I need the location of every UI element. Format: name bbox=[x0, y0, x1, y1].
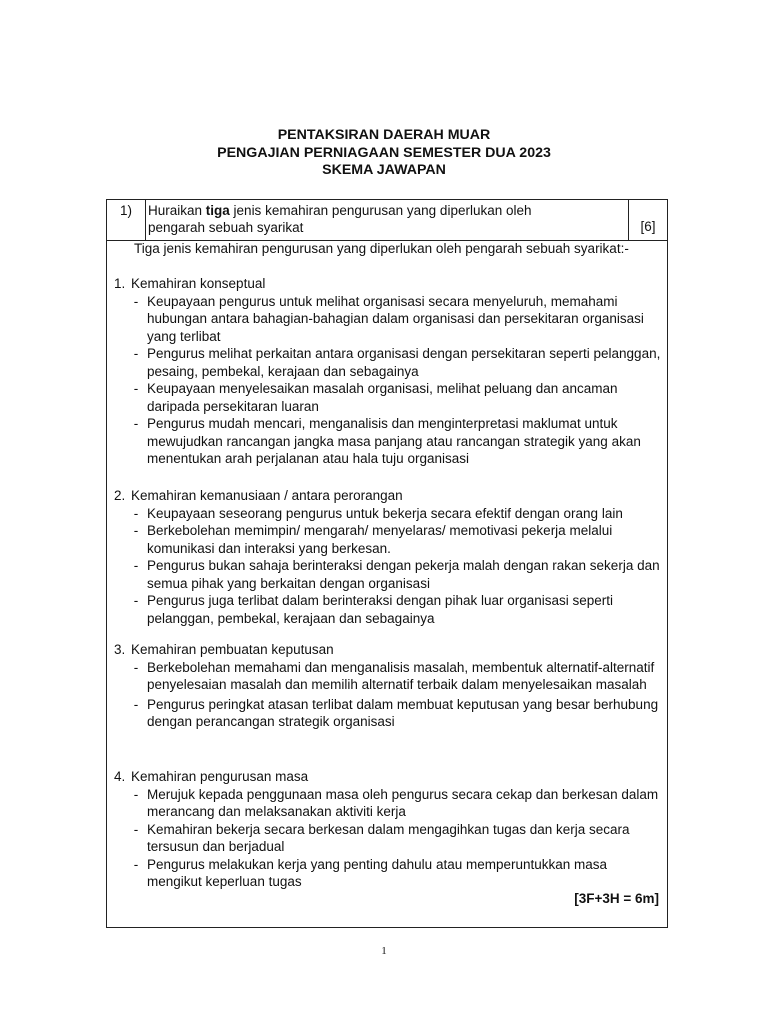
header-line-3: SKEMA JAWAPAN bbox=[322, 162, 446, 179]
section-number: 1. bbox=[114, 276, 126, 291]
list-item bbox=[114, 415, 662, 468]
question-text-bold: tiga bbox=[205, 203, 230, 218]
question-row bbox=[107, 200, 667, 241]
header-line-2: PENGAJIAN PERNIAGAAN SEMESTER DUA 2023 bbox=[217, 144, 551, 161]
point-text: Pengurus mudah mencari, menganalisis dan menginterpretasi maklumat untuk mewujudkan rancangan jangka masa panjang atau rancangan strategik yang akan menentukan arah perjalanan atau hala tuju organisasi bbox=[147, 416, 641, 466]
dash-bullet: - bbox=[133, 593, 139, 608]
list-item bbox=[114, 659, 662, 694]
point-text: Keupayaan pengurus untuk melihat organisasi secara menyeluruh, memahami hubungan antara bahagian-bahagian dalam organisasi dan persekitaran organisasi yang terlibat bbox=[147, 293, 644, 344]
dash-bullet: - bbox=[133, 293, 139, 309]
point-text: Pengurus melihat perkaitan antara organisasi dengan persekitaran seperti pelanggan, pesaing, pembekal, kerajaan dan sebagainya bbox=[147, 346, 661, 379]
question-text-after: jenis kemahiran pengurusan yang diperlukan oleh pengarah sebuah syarikat bbox=[148, 203, 532, 235]
point-text: Merujuk kepada penggunaan masa oleh pengurus secara cekap dan berkesan dalam merancang dan melaksanakan aktiviti kerja bbox=[147, 786, 659, 819]
point-text: Berkebolehan memahami dan menganalisis masalah, membentuk alternatif-alternatif penyelesaian masalah dan memilih alternatif terbaik dalam menyelesaikan masalah bbox=[147, 659, 655, 692]
dash-bullet: - bbox=[133, 346, 139, 361]
point-text: Pengurus bukan sahaja berinteraksi dengan pekerja malah dengan rakan sekerja dan semua pihak yang berkaitan dengan organisasi bbox=[147, 558, 660, 591]
point-text: Keupayaan seseorang pengurus untuk bekerja secara efektif dengan orang lain bbox=[147, 505, 623, 521]
total-marks: [3F+3H = 6m] bbox=[574, 891, 659, 906]
section-number: 3. bbox=[114, 642, 126, 657]
question-number: 1) bbox=[107, 200, 146, 240]
list-item bbox=[114, 505, 662, 523]
document-header bbox=[0, 127, 768, 180]
dash-bullet: - bbox=[133, 856, 139, 872]
answer-table bbox=[106, 199, 668, 928]
dash-bullet: - bbox=[133, 821, 139, 837]
section-3 bbox=[114, 641, 662, 731]
section-heading bbox=[114, 487, 662, 505]
section-title: Kemahiran konseptual bbox=[131, 276, 266, 291]
answer-intro: Tiga jenis kemahiran pengurusan yang diperlukan oleh pengarah sebuah syarikat:- bbox=[134, 241, 629, 256]
header-line-1: PENTAKSIRAN DAERAH MUAR bbox=[277, 127, 491, 143]
section-title: Kemahiran pembuatan keputusan bbox=[131, 642, 334, 657]
list-item bbox=[114, 345, 662, 380]
dash-bullet: - bbox=[133, 696, 139, 712]
list-item bbox=[114, 696, 662, 731]
question-text bbox=[148, 202, 588, 236]
section-heading bbox=[114, 641, 662, 659]
list-item bbox=[114, 786, 662, 821]
list-item bbox=[114, 592, 662, 627]
section-number: 4. bbox=[114, 769, 126, 784]
point-text: Kemahiran bekerja secara berkesan dalam mengagihkan tugas dan kerja secara tersusun dan berjadual bbox=[147, 821, 630, 854]
point-text: Pengurus juga terlibat dalam berinteraksi dengan pihak luar organisasi seperti pelanggan, pembekal, kerajaan dan sebagainya bbox=[147, 593, 614, 626]
dash-bullet: - bbox=[133, 786, 139, 802]
question-marks: [6] bbox=[628, 200, 667, 240]
section-heading bbox=[114, 275, 662, 293]
list-item bbox=[114, 380, 662, 415]
dash-bullet: - bbox=[133, 505, 139, 521]
dash-bullet: - bbox=[133, 523, 139, 538]
section-4 bbox=[114, 768, 662, 891]
dash-bullet: - bbox=[133, 381, 139, 396]
list-item bbox=[114, 522, 662, 557]
section-heading bbox=[114, 768, 662, 786]
point-text: Berkebolehan memimpin/ mengarah/ menyelaras/ memotivasi pekerja melalui komunikasi dan interaksi yang berkesan. bbox=[147, 523, 613, 556]
point-text: Keupayaan menyelesaikan masalah organisasi, melihat peluang dan ancaman daripada persekitaran luaran bbox=[147, 381, 618, 414]
page-number: 1 bbox=[381, 945, 387, 957]
list-item bbox=[114, 293, 662, 346]
point-text: Pengurus melakukan kerja yang penting dahulu atau memperuntukkan masa mengikut keperluan tugas bbox=[147, 856, 608, 889]
question-text-before: Huraikan bbox=[148, 203, 206, 218]
section-1 bbox=[114, 275, 662, 468]
list-item bbox=[114, 821, 662, 856]
dash-bullet: - bbox=[133, 558, 139, 573]
point-text: Pengurus peringkat atasan terlibat dalam membuat keputusan yang besar berhubung dengan perancangan strategik organisasi bbox=[147, 696, 659, 729]
section-2 bbox=[114, 487, 662, 627]
section-title: Kemahiran pengurusan masa bbox=[131, 769, 309, 784]
list-item bbox=[114, 557, 662, 592]
dash-bullet: - bbox=[133, 659, 139, 675]
section-title: Kemahiran kemanusiaan / antara perorangan bbox=[131, 488, 403, 503]
list-item bbox=[114, 856, 662, 891]
dash-bullet: - bbox=[133, 416, 139, 431]
section-number: 2. bbox=[114, 488, 126, 503]
